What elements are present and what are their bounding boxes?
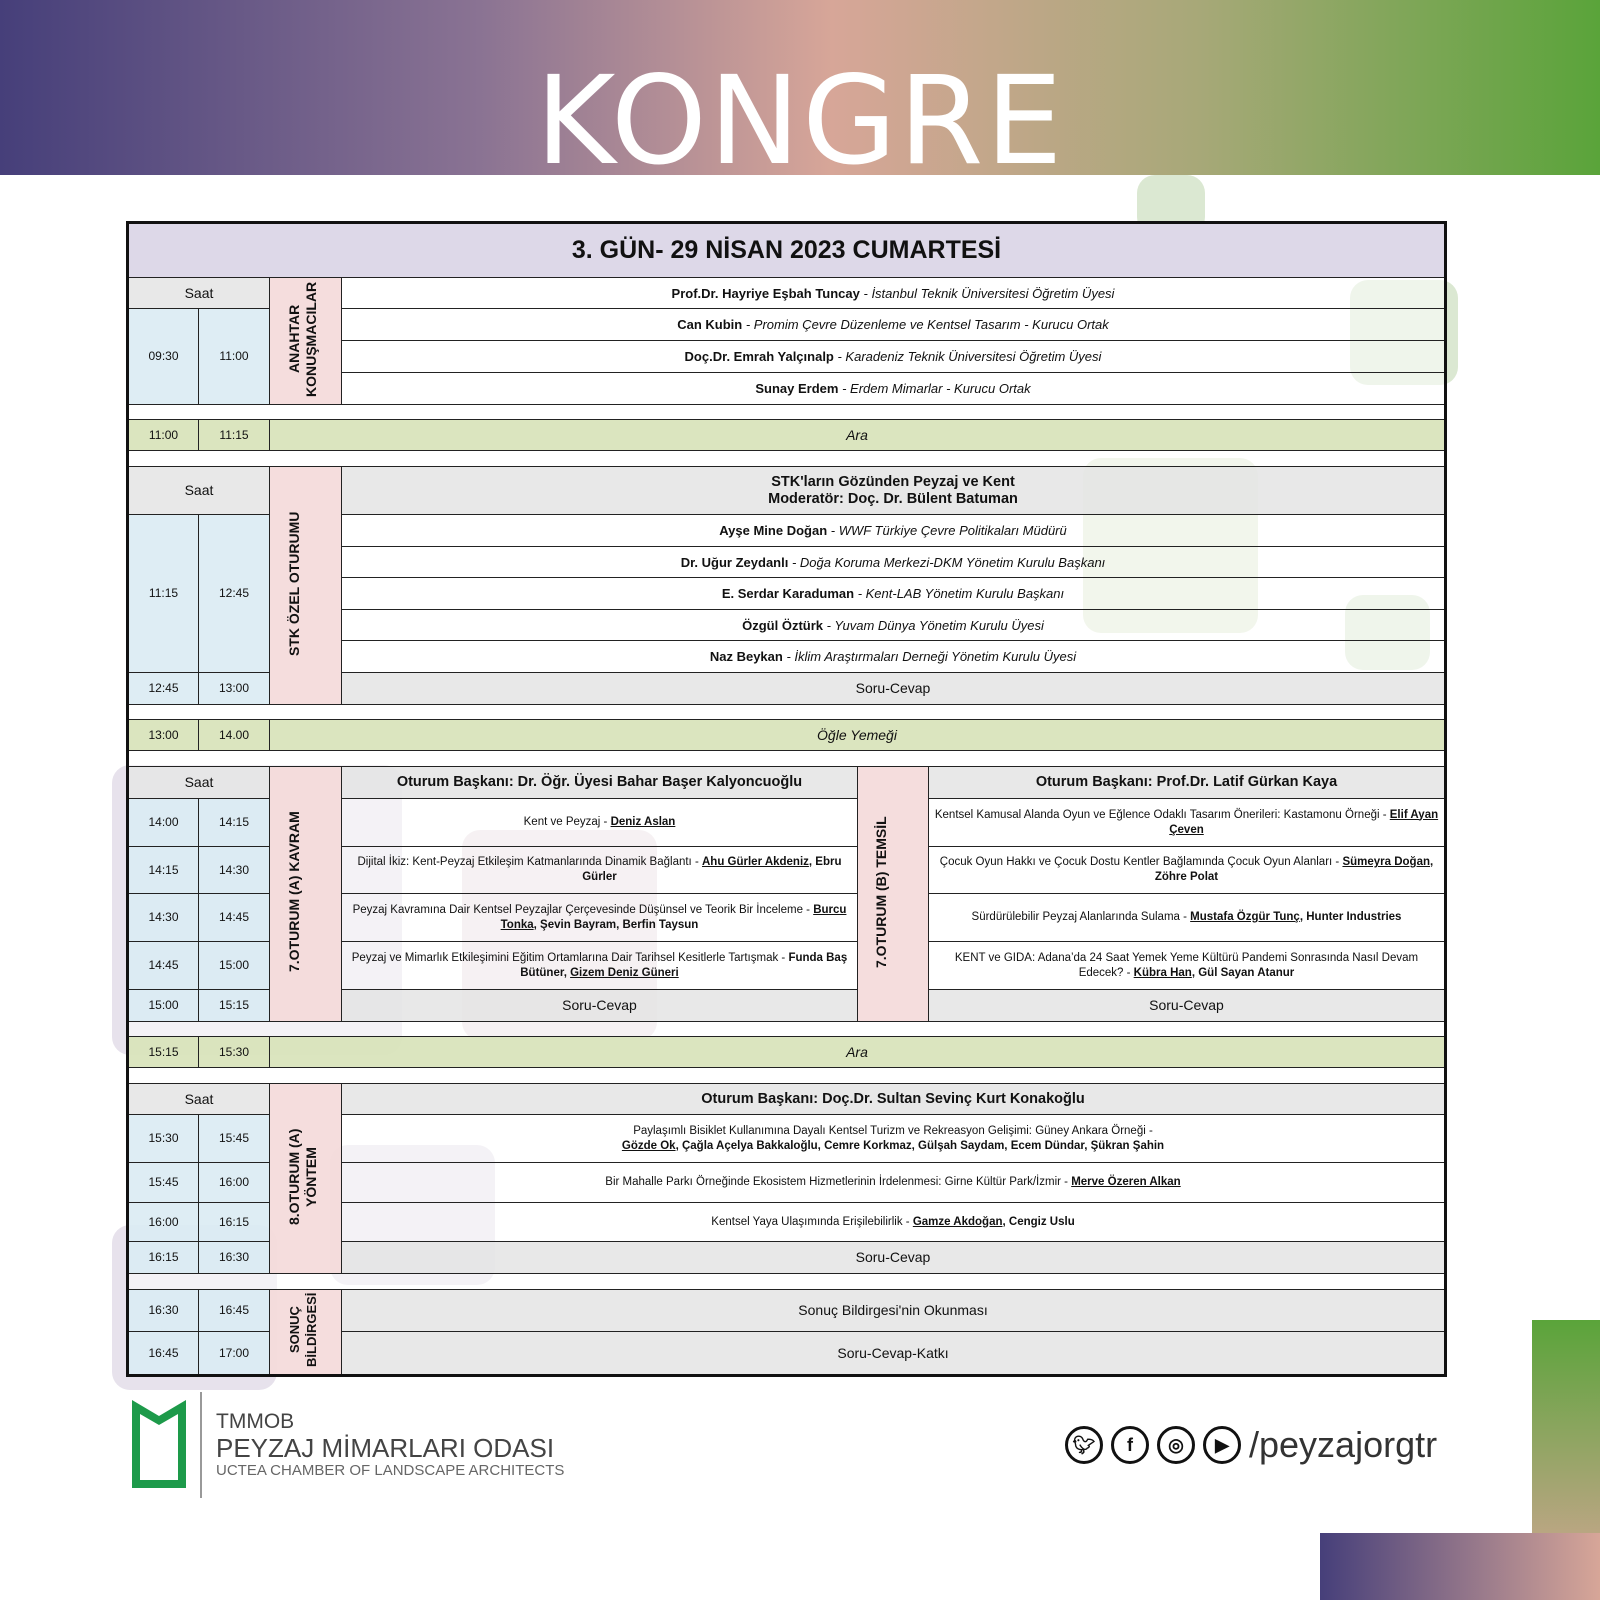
- instagram-icon[interactable]: ◎: [1157, 1426, 1195, 1464]
- time-end: 12:45: [199, 515, 270, 673]
- schedule-table: [126, 221, 1447, 1377]
- divider: [200, 1392, 202, 1498]
- spacer: [128, 751, 1446, 767]
- time-end: 11:00: [199, 309, 270, 405]
- time-end: 16:00: [199, 1163, 270, 1203]
- session-chair: Oturum Başkanı: Doç.Dr. Sultan Sevinç Kurt Konakoğlu: [342, 1084, 1446, 1115]
- org-name: TMMOB PEYZAJ MİMARLARI ODASI UCTEA CHAMBER OF LANDSCAPE ARCHITECTS: [216, 1410, 565, 1479]
- time-start: 16:30: [128, 1290, 199, 1332]
- session-chair: Oturum Başkanı: Prof.Dr. Latif Gürkan Kaya: [929, 767, 1446, 799]
- social-handle[interactable]: /peyzajorgtr: [1249, 1424, 1438, 1465]
- time-end: 14:45: [199, 894, 270, 942]
- speaker-row: Sunay Erdem - Erdem Mimarlar - Kurucu Ortak: [342, 373, 1446, 405]
- social-links: [1065, 1424, 1437, 1466]
- spacer: [128, 451, 1446, 467]
- time-end: 17:00: [199, 1332, 270, 1376]
- closing-row: Soru-Cevap-Katkı: [342, 1332, 1446, 1376]
- spacer: [128, 1274, 1446, 1290]
- time-end: 14:15: [199, 799, 270, 847]
- paper-row: Kent ve Peyzaj - Deniz Aslan: [342, 799, 858, 847]
- closing-row: Sonuç Bildirgesi'nin Okunması: [342, 1290, 1446, 1332]
- spacer: [128, 1068, 1446, 1084]
- time-start: 14:00: [128, 799, 199, 847]
- speaker-row: Ayşe Mine Doğan - WWF Türkiye Çevre Politikaları Müdürü: [342, 515, 1446, 547]
- paper-row: Peyzaj ve Mimarlık Etkileşimini Eğitim Ortamlarına Dair Tarihsel Kesitlerle Tartışmak - Funda Baş Bütüner, Gizem Deniz Güneri: [342, 942, 858, 990]
- time-start: 15:00: [128, 990, 199, 1022]
- paper-row: Sürdürülebilir Peyzaj Alanlarında Sulama - Mustafa Özgür Tunç, Hunter Industries: [929, 894, 1446, 942]
- spacer: [128, 1022, 1446, 1037]
- speaker-row: E. Serdar Karaduman - Kent-LAB Yönetim Kurulu Başkanı: [342, 578, 1446, 610]
- lunch-row: Öğle Yemeği: [270, 720, 1446, 751]
- spacer: [128, 405, 1446, 420]
- break-row: Ara: [270, 420, 1446, 451]
- qa-row: Soru-Cevap: [929, 990, 1446, 1022]
- break-row: Ara: [270, 1037, 1446, 1068]
- session-label: 7.OTURUM (A) KAVRAM: [270, 767, 342, 1022]
- speaker-row: Dr. Uğur Zeydanlı - Doğa Koruma Merkezi-DKM Yönetim Kurulu Başkanı: [342, 547, 1446, 578]
- time-start: 13:00: [128, 720, 199, 751]
- session-label: SONUÇ BİLDİRGESİ: [270, 1290, 342, 1376]
- time-start: 11:00: [128, 420, 199, 451]
- page-title: KONGRE: [535, 62, 1065, 175]
- twitter-icon[interactable]: 🐦︎: [1065, 1426, 1103, 1464]
- session-title: STK'ların Gözünden Peyzaj ve Kent Moderatör: Doç. Dr. Bülent Batuman: [342, 467, 1446, 515]
- saat-header: Saat: [128, 467, 270, 515]
- time-start: 14:15: [128, 847, 199, 894]
- time-start: 15:15: [128, 1037, 199, 1068]
- time-start: 16:00: [128, 1203, 199, 1242]
- session-label: 8.OTURUM (A) YÖNTEM: [270, 1084, 342, 1274]
- saat-header: Saat: [128, 278, 270, 309]
- session-label: STK ÖZEL OTURUMU: [270, 467, 342, 705]
- spacer: [128, 705, 1446, 720]
- time-end: 11:15: [199, 420, 270, 451]
- session-chair: Oturum Başkanı: Dr. Öğr. Üyesi Bahar Başer Kalyoncuoğlu: [342, 767, 858, 799]
- session-label: 7.OTURUM (B) TEMSİL: [858, 767, 929, 1022]
- time-end: 14:30: [199, 847, 270, 894]
- paper-row: Paylaşımlı Bisiklet Kullanımına Dayalı Kentsel Turizm ve Rekreasyon Gelişimi: Güney Ankara Örneği - Gözde Ok, Çağla Açelya Bakkaloğlu, Cemre Korkmaz, Gülşah Saydam, Ecem Dündar, Şükran Şahin: [342, 1115, 1446, 1163]
- qa-row: Soru-Cevap: [342, 673, 1446, 705]
- org-logo: [130, 1398, 188, 1495]
- paper-row: Bir Mahalle Parkı Örneğinde Ekosistem Hizmetlerinin İrdelenmesi: Girne Kültür Park/İzmir - Merve Özeren Alkan: [342, 1163, 1446, 1203]
- time-start: 12:45: [128, 673, 199, 705]
- time-end: 16:15: [199, 1203, 270, 1242]
- qa-row: Soru-Cevap: [342, 1242, 1446, 1274]
- time-end: 14.00: [199, 720, 270, 751]
- time-end: 15:45: [199, 1115, 270, 1163]
- time-end: 15:15: [199, 990, 270, 1022]
- paper-row: Dijital İkiz: Kent-Peyzaj Etkileşim Katmanlarında Dinamik Bağlantı - Ahu Gürler Akdeniz, Ebru Gürler: [342, 847, 858, 894]
- corner-bar: [1320, 1533, 1600, 1600]
- speaker-row: Prof.Dr. Hayriye Eşbah Tuncay - İstanbul Teknik Üniversitesi Öğretim Üyesi: [342, 278, 1446, 309]
- time-start: 16:45: [128, 1332, 199, 1376]
- youtube-icon[interactable]: ▶: [1203, 1426, 1241, 1464]
- facebook-icon[interactable]: f: [1111, 1426, 1149, 1464]
- time-start: 09:30: [128, 309, 199, 405]
- paper-row: KENT ve GIDA: Adana’da 24 Saat Yemek Yeme Kültürü Pandemi Sonrasında Nasıl Devam Edecek? - Kübra Han, Gül Sayan Atanur: [929, 942, 1446, 990]
- time-start: 15:30: [128, 1115, 199, 1163]
- time-start: 15:45: [128, 1163, 199, 1203]
- session-label: ANAHTAR KONUŞMACILAR: [270, 278, 342, 405]
- saat-header: Saat: [128, 1084, 270, 1115]
- speaker-row: Naz Beykan - İklim Araştırmaları Derneği Yönetim Kurulu Üyesi: [342, 641, 1446, 673]
- time-end: 15:00: [199, 942, 270, 990]
- time-end: 16:30: [199, 1242, 270, 1274]
- time-end: 15:30: [199, 1037, 270, 1068]
- day-title: 3. GÜN- 29 NİSAN 2023 CUMARTESİ: [128, 223, 1446, 278]
- paper-row: Çocuk Oyun Hakkı ve Çocuk Dostu Kentler Bağlamında Çocuk Oyun Alanları - Sümeyra Doğan, Zöhre Polat: [929, 847, 1446, 894]
- saat-header: Saat: [128, 767, 270, 799]
- paper-row: Peyzaj Kavramına Dair Kentsel Peyzajlar Çerçevesinde Düşünsel ve Teorik Bir İnceleme - Burcu Tonka, Şevin Bayram, Berfin Taysun: [342, 894, 858, 942]
- qa-row: Soru-Cevap: [342, 990, 858, 1022]
- speaker-row: Can Kubin - Promim Çevre Düzenleme ve Kentsel Tasarım - Kurucu Ortak: [342, 309, 1446, 341]
- speaker-row: Doç.Dr. Emrah Yalçınalp - Karadeniz Teknik Üniversitesi Öğretim Üyesi: [342, 341, 1446, 373]
- speaker-row: Özgül Öztürk - Yuvam Dünya Yönetim Kurulu Üyesi: [342, 610, 1446, 641]
- time-end: 13:00: [199, 673, 270, 705]
- time-end: 16:45: [199, 1290, 270, 1332]
- time-start: 14:45: [128, 942, 199, 990]
- paper-row: Kentsel Kamusal Alanda Oyun ve Eğlence Odaklı Tasarım Önerileri: Kastamonu Örneği - Elif Ayan Çeven: [929, 799, 1446, 847]
- time-start: 11:15: [128, 515, 199, 673]
- time-start: 16:15: [128, 1242, 199, 1274]
- paper-row: Kentsel Yaya Ulaşımında Erişilebilirlik - Gamze Akdoğan, Cengiz Uslu: [342, 1203, 1446, 1242]
- time-start: 14:30: [128, 894, 199, 942]
